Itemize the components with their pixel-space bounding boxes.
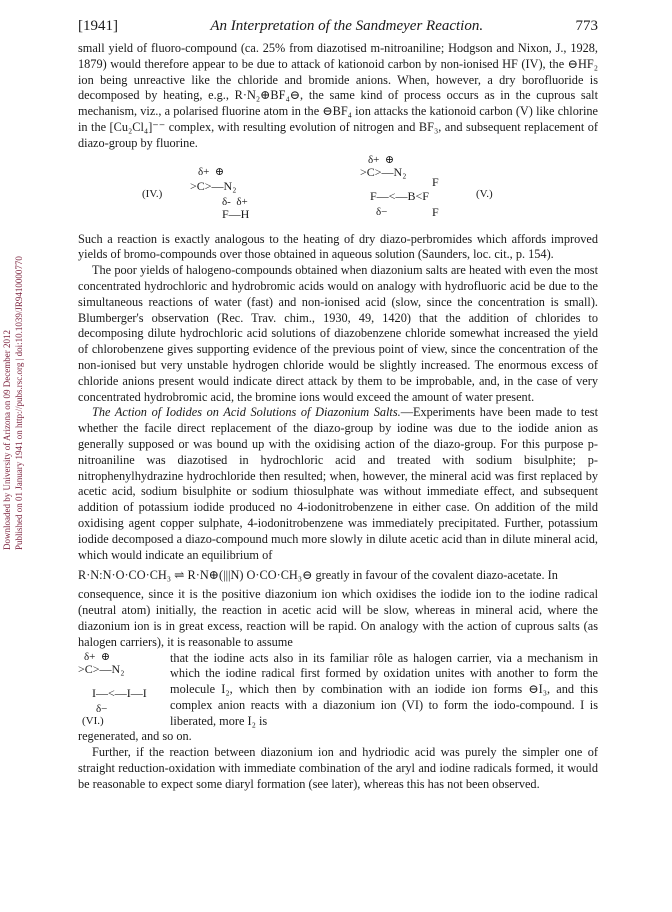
structure-iv-charges-bottom: δ- δ+ (222, 195, 248, 208)
page-body (78, 18, 598, 793)
paragraph-5: consequence, since it is the positive diazonium ion which oxidises the iodide ion to the iodine radical (neutral atom) initially, the reaction in acetic acid will be slow, whereas in mineral acid, where the diazonium ion is in great excess, reaction will be rapid. On analogy with the action of cuprous salts (as halogen carriers), it is reasonable to assume (78, 587, 598, 649)
paragraph-6: that the iodine acts also in its familiar rôle as halogen carrier, via a mechanism in which the iodine radical first formed by oxidation unites with another to form the molecule I₂, which then by combination with an iodide ion forms ⊖I₃, and this complex anion reacts with a diazonium ion (VI) to form the iodo-compound. I is liberated, more I₂ is (170, 650, 598, 728)
structure-vi-main: >C>—N₂ (78, 661, 125, 676)
running-header (78, 18, 598, 35)
structure-iv-charges-top: δ+ ⊕ (198, 165, 225, 178)
paragraph-2: Such a reaction is exactly analogous to the heating of dry diazo-perbromides which affords improved yields of bromo-compounds over those obtained in aqueous solution (Saunders, loc. cit., p. 154). (78, 231, 598, 262)
structure-vi-charge: δ− (96, 702, 108, 715)
publication-notice: Published on 01 January 1941 on http://pubs.rsc.org | doi:10.1039/JR9410000770 (14, 256, 24, 550)
structure-v-bf: F—<—B<F (370, 188, 429, 203)
structure-iv-main: >C>—N₂ (190, 178, 237, 193)
structure-v-f-bottom: F (432, 204, 439, 219)
structure-v-label: (V.) (476, 187, 493, 200)
structure-vi-iodine: I—<—I—I (92, 685, 147, 700)
structure-v-charge: δ− (376, 205, 388, 218)
paragraph-1: small yield of fluoro-compound (ca. 25% from diazotised m-nitroaniline; Hodgson and Nixon, J., 1928, 1879) would therefore appear to be due to attack of kationoid carbon by non-ionised HF (IV), the ⊖HF₂ ion being unreactive like the chloride and bromide anions. When, however, a dry borofluoride is decomposed by heating, e.g., R·N₂⊕BF₄⊖, the same kind of process occurs as in the cuprous salt mechanism, viz., a polarised fluorine atom in the ⊖BF₄ ion attacks the kationoid carbon (V) like chlorine in the [Cu₂Cl₄]⁻⁻ complex, with resulting evolution of nitrogen and BF₃, and subsequent replacement of diazo-group by fluorine. (78, 41, 598, 150)
paragraph-8: Further, if the reaction between diazonium ion and hydriodic acid was purely the simpler one of straight reduction-oxidation with immediate combination of the aryl and iodine radicals formed, it would be reasonable to expect some diaryl formation (see later), whereas this has not been observed. (78, 745, 598, 791)
structure-vi-block (78, 651, 598, 730)
section-heading: The Action of Iodides on Acid Solutions of Diazonium Salts. (92, 405, 401, 420)
side-watermark (0, 150, 40, 550)
header-year: [1941] (78, 18, 118, 34)
equilibrium-equation: R·N:N·O·CO·CH₃ ⇌ R·N⊕(|||N) O·CO·CH₃⊖ greatly in favour of the covalent diazo-acetate. In (78, 568, 558, 583)
paragraph-3: The poor yields of halogeno-compounds obtained when diazonium salts are heated with even the most concentrated hydrochloric and hydrobromic acids would on analogy with hydrofluoric acid be due to the simultaneous reactions of water (fast) and non-ionised acid (slow, since the concentration is small). Blumberger's observation (Rec. Trav. chim., 1930, 49, 1420) that the addition of chlorides to decomposing dilute hydrochloric acid solutions of diazobenzene chloride somewhat increased the yield of chlorobenzene gives supporting evidence of the previous point of view, since the concentration of the non-ionised but very unstable hydrogen chloride would be slightly increased. The enormous excess of chloride anions present would indicate direct attack by them to be improbable, and, in the case of very concentrated hydrobromic acid, the bromine ions would exceed the amount of water present. (78, 263, 598, 404)
structure-vi-text (170, 651, 598, 730)
paragraph-7: regenerated, and so on. (78, 729, 192, 744)
structure-vi-charges-top: δ+ ⊕ (84, 650, 111, 663)
header-title: An Interpretation of the Sandmeyer Reaction. (210, 18, 484, 34)
structure-v-charges-top: δ+ ⊕ (368, 153, 395, 166)
structure-figure-iv-v (78, 152, 598, 232)
structure-iv-hf: F—H (222, 206, 250, 221)
paragraph-4-body: —Experiments have been made to test whether the facile direct replacement of the diazo-group by iodine was due to the iodide anion as generally supposed or was bound up with the oxidising action of the diazo-group. For this purpose p-nitroaniline was diazotised in hydrochloric acid and treated with sodium bisulphite; p-nitrophenylhydrazine hydrochloride then resulted; when, however, the mineral acid was first replaced by acetic acid, sodium bisulphite or sodium thiosulphate was without immediate effect, and subsequent addition of potassium iodide produced no 4-iodonitrobenzene in either case. On addition of the mild oxidising agent copper sulphate, 4-iodonitrobenzene was immediately precipitated. Further, potassium iodide decomposed a diazo-compound much more slowly in dilute acetic acid than in dilute mineral acid, which would indicate an equilibrium of (78, 405, 599, 562)
paragraph-4 (78, 405, 598, 563)
structure-v-f-top: F (432, 174, 439, 189)
structure-iv-label: (IV.) (142, 187, 163, 200)
structure-vi-label: (VI.) (82, 714, 104, 727)
page-number: 773 (575, 18, 598, 34)
structure-v-main: >C>—N₂ (360, 164, 407, 179)
download-notice: Downloaded by University of Arizona on 09 December 2012 (2, 330, 12, 550)
structure-vi (78, 651, 170, 729)
